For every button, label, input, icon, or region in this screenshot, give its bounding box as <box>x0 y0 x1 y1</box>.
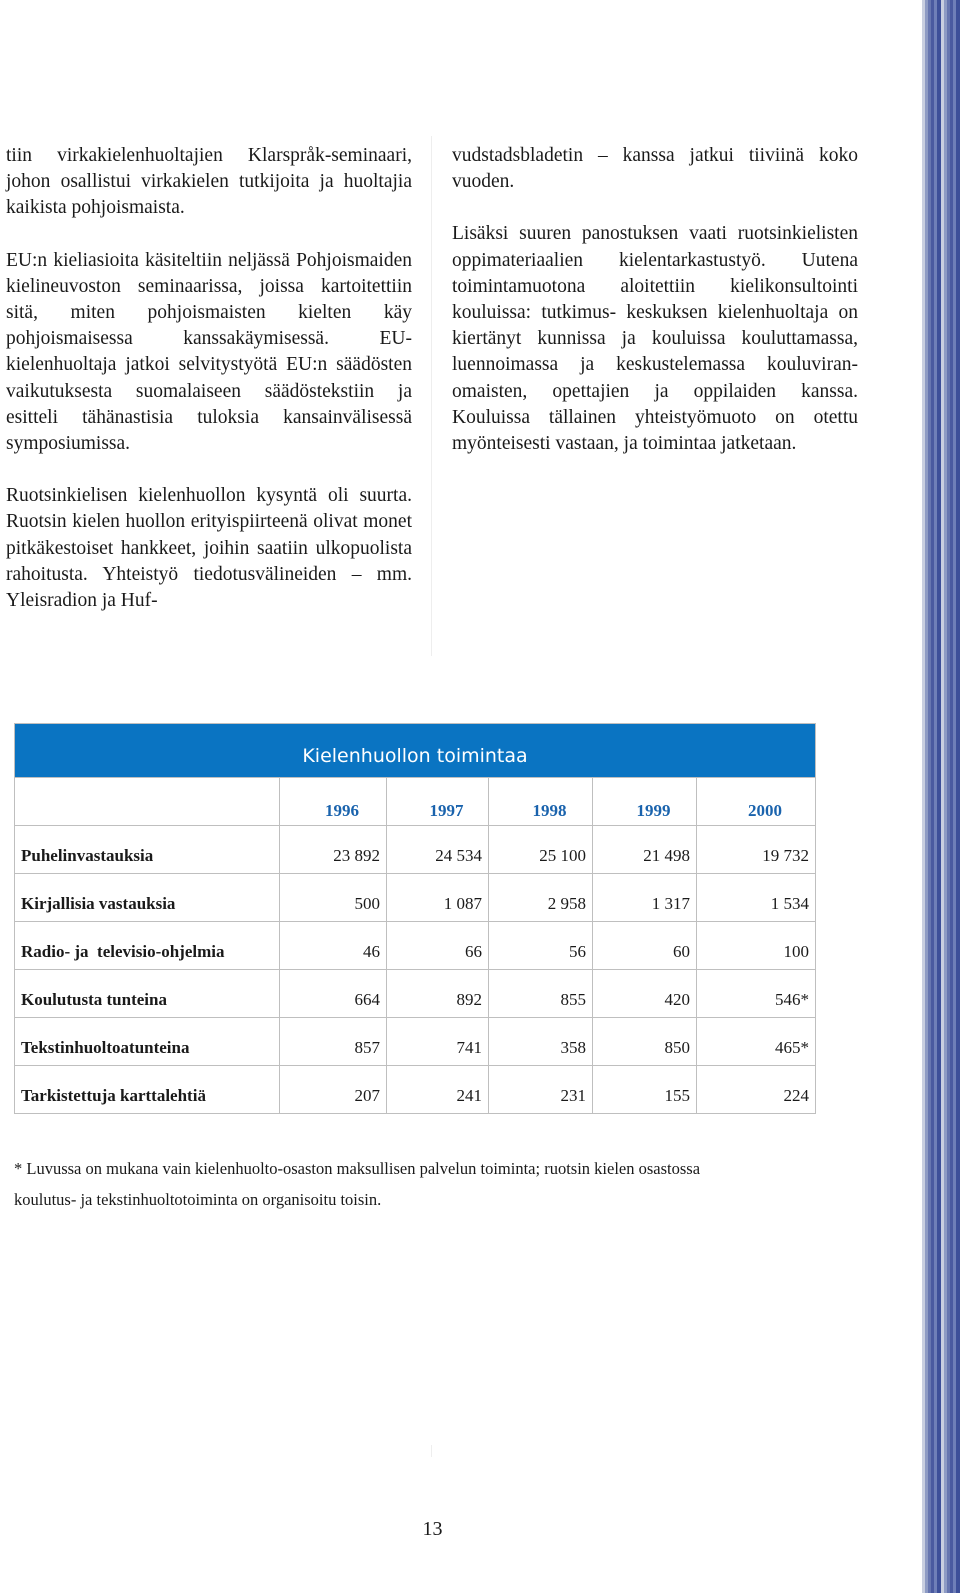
table-cell: 358 <box>489 1018 593 1066</box>
paragraph: EU:n kieliasioita käsiteltiin neljässä Pohjoismaiden kielineuvoston seminaarissa, joissa kartoitettiin sitä, miten pohjoismaisten kielten käy pohjoismaisessa kanssakäymisessä. EU-kielenhuoltaja jatkoi selvitystyötä EU:n säädösten vaikutuksesta suomalaiseen säädöstekstiin ja esitteli tähänastisia tuloksia kansainvälisessä symposiumissa. <box>6 249 412 455</box>
decorative-side-stripes <box>922 0 960 1593</box>
table-title: Kielenhuollon toimintaa <box>15 724 816 778</box>
table-cell: 224 <box>697 1066 816 1114</box>
table-cell: 857 <box>280 1018 387 1066</box>
table-cell: 46 <box>280 922 387 970</box>
year-header: 2000 <box>697 778 816 826</box>
table-cell: 25 100 <box>489 826 593 874</box>
year-header: 1996 <box>280 778 387 826</box>
table-cell: 231 <box>489 1066 593 1114</box>
table-cell: 741 <box>387 1018 489 1066</box>
table-cell: 1 317 <box>593 874 697 922</box>
table-cell: 66 <box>387 922 489 970</box>
table-cell: 207 <box>280 1066 387 1114</box>
year-header: 1998 <box>489 778 593 826</box>
table-cell: 2 958 <box>489 874 593 922</box>
table-cell: 21 498 <box>593 826 697 874</box>
table-cell: 850 <box>593 1018 697 1066</box>
table-cell: 1 534 <box>697 874 816 922</box>
right-text-column <box>452 143 858 457</box>
stats-table-container <box>14 723 815 1114</box>
table-header-row <box>15 778 816 826</box>
row-label: Koulutusta tunteina <box>15 970 280 1018</box>
column-divider <box>431 1445 432 1457</box>
table-cell: 500 <box>280 874 387 922</box>
year-header: 1999 <box>593 778 697 826</box>
column-divider <box>431 136 432 656</box>
table-cell: 56 <box>489 922 593 970</box>
table-cell: 465* <box>697 1018 816 1066</box>
row-label: Puhelinvastauksia <box>15 826 280 874</box>
table-footnote <box>14 1153 844 1215</box>
row-label: Tekstinhuoltoatunteina <box>15 1018 280 1066</box>
paragraph: Lisäksi suuren panostuksen vaati ruotsinkielisten oppimateriaalien kielentarkastustyö. Uutena toimintamuotona aloitettiin kielikonsultointi kouluissa: tutkimus- keskuksen kielenhuoltaja on kiertänyt kunnissa ja kouluissa kouluttamassa, luennoimassa ja keskustelemassa kouluviran- omaisten, opettajien ja oppilaiden kanssa. Kouluissa tällainen yhteistyömuoto on otettu myönteisesti vastaan, ja toimintaa jatketaan. <box>452 223 858 455</box>
table-cell: 420 <box>593 970 697 1018</box>
table-cell: 23 892 <box>280 826 387 874</box>
row-label: Radio- ja televisio-ohjelmia <box>15 922 280 970</box>
table-header-empty <box>15 778 280 826</box>
table-cell: 855 <box>489 970 593 1018</box>
table-row <box>15 970 816 1018</box>
table-cell: 892 <box>387 970 489 1018</box>
table-cell: 19 732 <box>697 826 816 874</box>
paragraph: Ruotsinkielisen kielenhuollon kysyntä oli suurta. Ruotsin kielen huollon erityispiirteenä olivat monet pitkäkestoiset hankkeet, joihin saatiin ulkopuolista rahoitusta. Yhteistyö tiedotusvälineiden – mm. Yleisradion ja Huf- <box>6 485 412 612</box>
table-cell: 1 087 <box>387 874 489 922</box>
table-cell: 664 <box>280 970 387 1018</box>
table-row <box>15 1066 816 1114</box>
year-header: 1997 <box>387 778 489 826</box>
footnote-line: * Luvussa on mukana vain kielenhuolto-osaston maksullisen palvelun toiminta; ruotsin kielen osastossa <box>14 1159 701 1178</box>
row-label: Kirjallisia vastauksia <box>15 874 280 922</box>
paragraph: tiin virkakielenhuoltajien Klarspråk-seminaari, johon osallistui virkakielen tutkijoita ja huoltajia kaikista pohjoismaista. <box>6 145 412 219</box>
table-cell: 24 534 <box>387 826 489 874</box>
table-cell: 546* <box>697 970 816 1018</box>
table-row <box>15 826 816 874</box>
stats-table <box>14 723 816 1114</box>
table-row <box>15 874 816 922</box>
table-row <box>15 922 816 970</box>
paragraph: vudstadsbladetin – kanssa jatkui tiiviinä koko vuoden. <box>452 145 858 193</box>
table-cell: 60 <box>593 922 697 970</box>
footnote-line: koulutus- ja tekstinhuoltotoiminta on organisoitu toisin. <box>14 1190 382 1209</box>
row-label: Tarkistettuja karttalehtiä <box>15 1066 280 1114</box>
table-cell: 100 <box>697 922 816 970</box>
table-cell: 241 <box>387 1066 489 1114</box>
left-text-column <box>6 143 412 614</box>
table-cell: 155 <box>593 1066 697 1114</box>
table-row <box>15 1018 816 1066</box>
page-number: 13 <box>422 1518 443 1540</box>
